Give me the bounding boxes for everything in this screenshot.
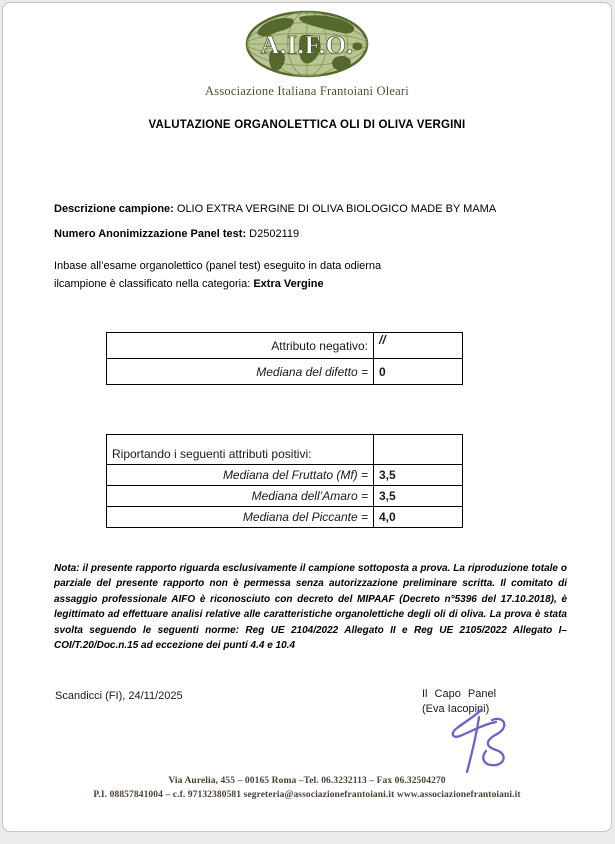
panel-head-name: (Eva Iacopini) <box>422 703 490 715</box>
table-row <box>107 359 463 385</box>
fruttato-median-label: Mediana del Fruttato (Mf) = <box>107 465 374 486</box>
sample-description-block <box>54 203 573 293</box>
panel-number-value: D2502119 <box>246 228 300 240</box>
positive-attributes-header: Riportando i seguenti attributi positivi: <box>107 435 374 465</box>
negative-attribute-label: Attributo negativo: <box>107 333 374 359</box>
fruttato-median-value: 3,5 <box>374 465 463 486</box>
legal-note: Nota: il presente rapporto riguarda esclusivamente il campione sottoposta a prova. La riproduzione totale o parziale del presente rapporto non è permessa senza autorizzazione preliminare scritta. Il comitato di assaggio professionale AIFO è riconosciuto con decreto del MIPAAF (Decreto n°5396 del 17.10.2018), è legittimato ad effettuare analisi relative alle caratteristiche organolettiche degli oli di oliva. La prova è stata svolta seguendo le seguenti norme: Reg UE 2104/2022 Allegato II e Reg UE 2105/2022 Allegato I–COI/T.20/Doc.n.15 ad eccezione dei punti 4.4 e 10.4 <box>54 563 567 652</box>
defect-median-label: Mediana del difetto = <box>107 359 374 385</box>
page-title: VALUTAZIONE ORGANOLETTICA OLI DI OLIVA VERGINI <box>148 119 466 131</box>
table-row <box>107 465 463 486</box>
table-row <box>107 507 463 528</box>
footer <box>3 774 611 802</box>
table-row <box>107 333 463 359</box>
panel-head-role: Il Capo Panel <box>422 688 497 700</box>
classification-paragraph <box>54 257 573 293</box>
negative-attributes-table <box>106 332 463 385</box>
footer-address-line: Via Aurelia, 455 – 00165 Roma –Tel. 06.3232113 – Fax 06.32504270 <box>168 776 446 786</box>
panel-number-label: Numero Anonimizzazione Panel test: <box>54 228 247 240</box>
logo-block <box>3 10 611 99</box>
positive-attributes-table <box>106 434 463 528</box>
amaro-median-label: Mediana dell’Amaro = <box>107 486 374 507</box>
amaro-median-value: 3,5 <box>374 486 463 507</box>
exam-line: Inbase all’esame organolettico (panel test) eseguito in data odierna <box>54 260 382 272</box>
panel-number-line <box>54 228 573 240</box>
logo-caption: Associazione Italiana Frantoiani Oleari <box>205 84 409 98</box>
sample-description-value: OLIO EXTRA VERGINE DI OLIVA BIOLOGICO MADE BY MAMA <box>173 203 497 215</box>
defect-median-value: 0 <box>374 359 463 385</box>
sample-description-line <box>54 203 573 215</box>
piccante-median-label: Mediana del Piccante = <box>107 507 374 528</box>
category-value: Extra Vergine <box>253 278 324 290</box>
piccante-median-value: 4,0 <box>374 507 463 528</box>
category-prefix: ilcampione è classificato nella categoria: <box>54 278 254 290</box>
table-row <box>107 486 463 507</box>
place-date: Scandicci (FI), 24/11/2025 <box>55 690 183 702</box>
table-row <box>107 435 463 465</box>
report-page <box>2 2 612 832</box>
aifo-globe-logo-icon <box>244 10 370 78</box>
signature-icon <box>440 707 514 775</box>
footer-contacts-line: P.I. 08857841004 – c.f. 97132380581 segreteria@associazionefrantoiani.it www.associazionefrantoiani.it <box>93 790 521 800</box>
sample-description-label: Descrizione campione: <box>54 203 174 215</box>
negative-attribute-value: // <box>374 333 463 359</box>
logo-acronym: A.I.F.O. <box>260 30 354 60</box>
positive-attributes-header-empty-cell <box>374 435 463 465</box>
